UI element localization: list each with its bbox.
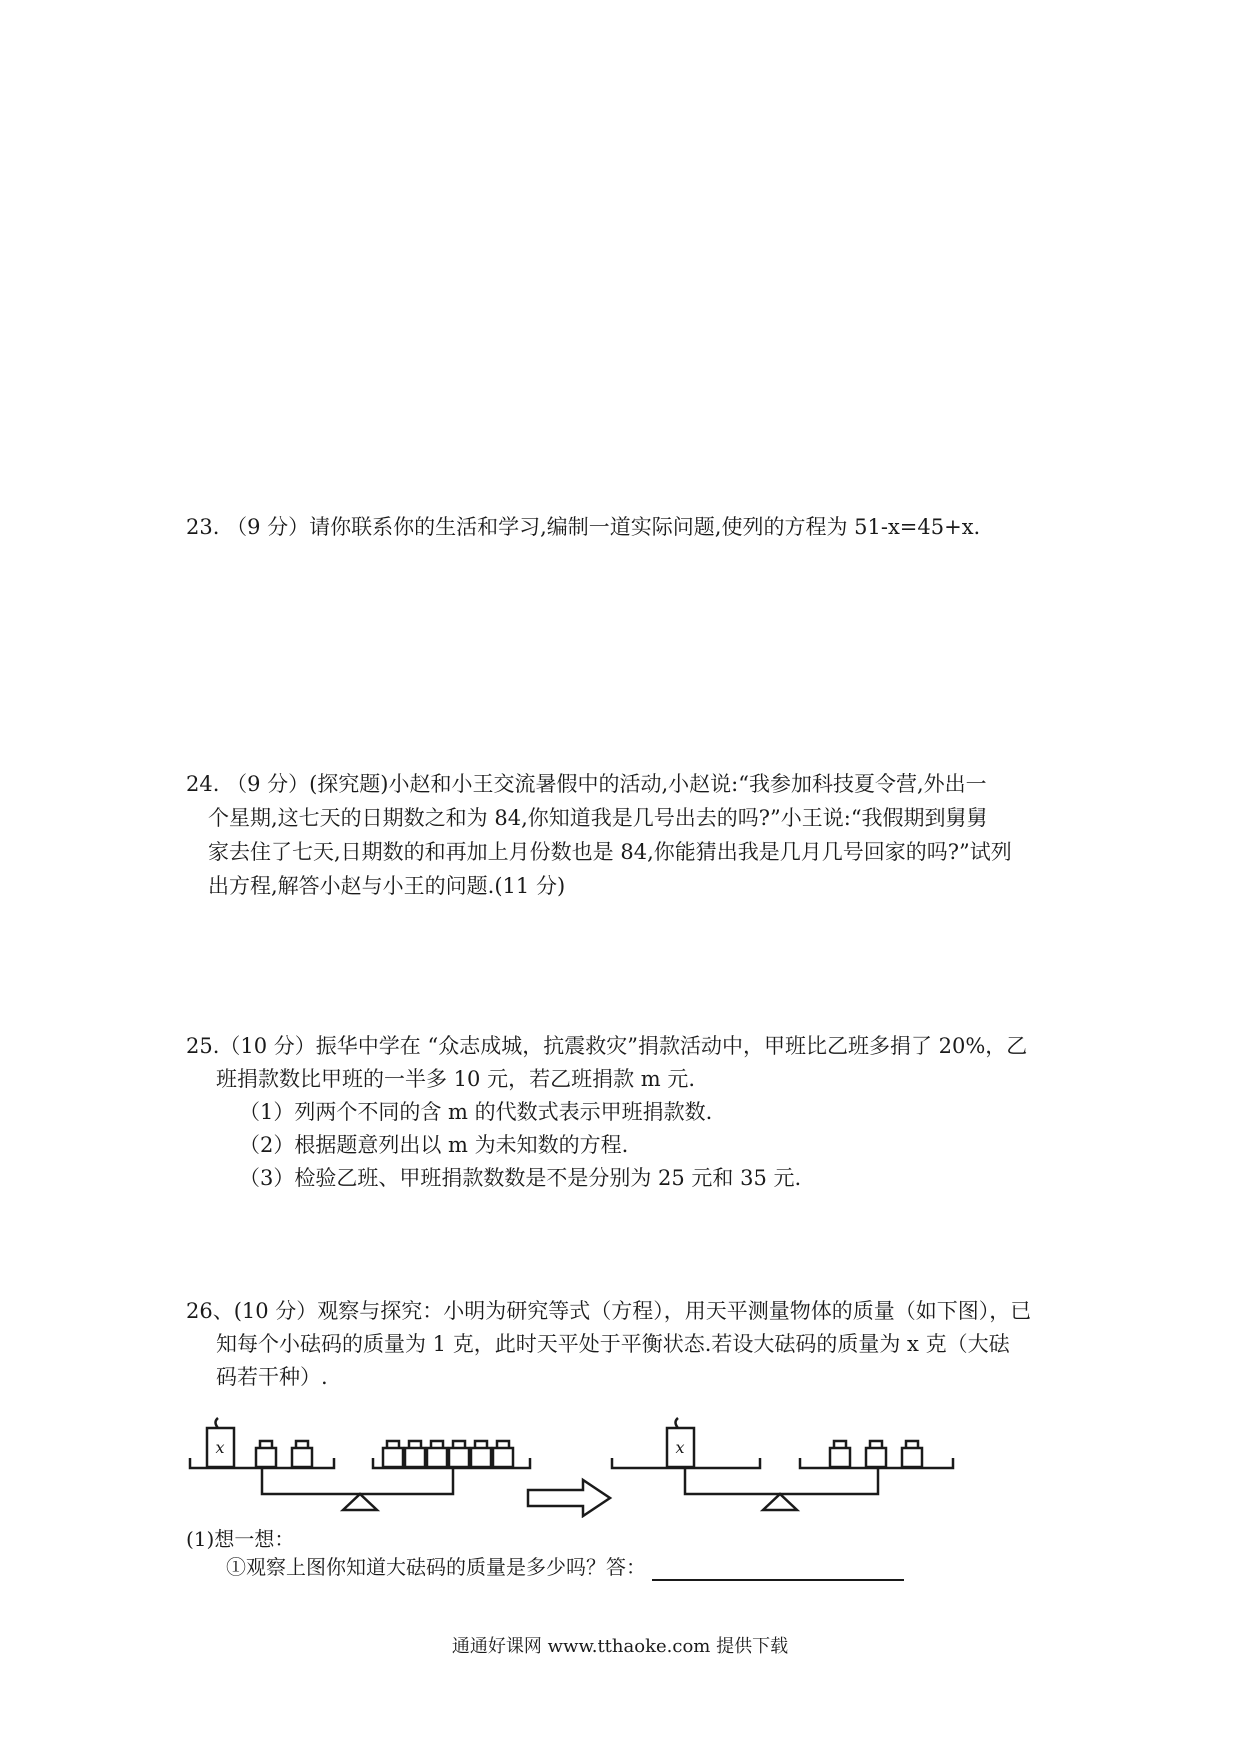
question-24-line-3: 家去住了七天,日期数的和再加上月份数也是 84,你能猜出我是几月几号回家的吗?”试列 bbox=[208, 840, 1012, 864]
question-25 bbox=[186, 1030, 1027, 1195]
question-24-line-2: 个星期,这七天的日期数之和为 84,你知道我是几号出去的吗?”小王说:“我假期到舅舅 bbox=[208, 806, 988, 830]
left-balance bbox=[190, 1418, 530, 1510]
question-25-line-2: 班捐款数比甲班的一半多 10 元，若乙班捐款 m 元. bbox=[216, 1067, 696, 1091]
question-25-item-2: （2）根据题意列出以 m 为未知数的方程. bbox=[239, 1133, 629, 1157]
question-24-line-1: 24. （9 分）(探究题)小赵和小王交流暑假中的活动,小赵说:“我参加科技夏令营,外出一 bbox=[186, 772, 987, 796]
small-weights-right-pan bbox=[383, 1441, 513, 1467]
right-fulcrum bbox=[763, 1494, 797, 1510]
left-beam bbox=[262, 1468, 453, 1494]
right-beam bbox=[685, 1468, 878, 1494]
question-24-line-4: 出方程,解答小赵与小王的问题.(11 分) bbox=[208, 874, 566, 898]
question-26-line-2: 知每个小砝码的质量为 1 克，此时天平处于平衡状态.若设大砝码的质量为 x 克（大砝 bbox=[216, 1332, 1010, 1356]
small-weight bbox=[471, 1448, 491, 1467]
question-25-line-1: 25.（10 分）振华中学在 “众志成城，抗震救灾”捐款活动中，甲班比乙班多捐了 20%，乙 bbox=[186, 1034, 1028, 1058]
think-heading: (1)想一想： bbox=[186, 1527, 295, 1551]
small-weights-right-balance bbox=[830, 1441, 922, 1467]
left-fulcrum bbox=[343, 1494, 377, 1510]
question-25-item-1: （1）列两个不同的含 m 的代数式表示甲班捐款数. bbox=[239, 1100, 713, 1124]
question-23-text: 23. （9 分）请你联系你的生活和学习,编制一道实际问题,使列的方程为 51-x=45+x. bbox=[186, 515, 981, 539]
question-23 bbox=[186, 511, 980, 543]
question-24 bbox=[186, 767, 1012, 903]
question-26-line-1: 26、(10 分）观察与探究：小明为研究等式（方程），用天平测量物体的质量（如下图），已 bbox=[186, 1299, 1032, 1323]
small-weight bbox=[449, 1448, 469, 1467]
small-weight bbox=[493, 1448, 513, 1467]
small-weight bbox=[866, 1448, 886, 1467]
think-section bbox=[186, 1525, 904, 1581]
big-weight-hook-left bbox=[216, 1418, 219, 1428]
think-question-row bbox=[186, 1553, 904, 1581]
balance-scale-diagram bbox=[180, 1408, 980, 1518]
small-weight bbox=[830, 1448, 850, 1467]
small-weights-left-pan bbox=[256, 1441, 312, 1467]
answer-blank[interactable] bbox=[652, 1557, 904, 1581]
small-weight bbox=[902, 1448, 922, 1467]
big-weight-label-right: x bbox=[675, 1438, 685, 1457]
footer-credit: 通通好课网 www.tthaoke.com 提供下载 bbox=[451, 1636, 789, 1657]
question-26 bbox=[186, 1295, 1031, 1394]
small-weight bbox=[256, 1448, 276, 1467]
arrow-right-icon bbox=[528, 1480, 610, 1516]
small-weight bbox=[383, 1448, 403, 1467]
right-balance bbox=[612, 1418, 953, 1510]
question-25-item-3: （3）检验乙班、甲班捐款数数是不是分别为 25 元和 35 元. bbox=[239, 1166, 802, 1190]
small-weight bbox=[405, 1448, 425, 1467]
big-weight-hook-right bbox=[676, 1418, 679, 1428]
question-26-line-3: 码若干种）. bbox=[216, 1365, 328, 1389]
think-question: ①观察上图你知道大砝码的质量是多少吗？答： bbox=[226, 1555, 646, 1579]
big-weight-label-left: x bbox=[215, 1438, 225, 1457]
small-weight bbox=[427, 1448, 447, 1467]
small-weight bbox=[292, 1448, 312, 1467]
